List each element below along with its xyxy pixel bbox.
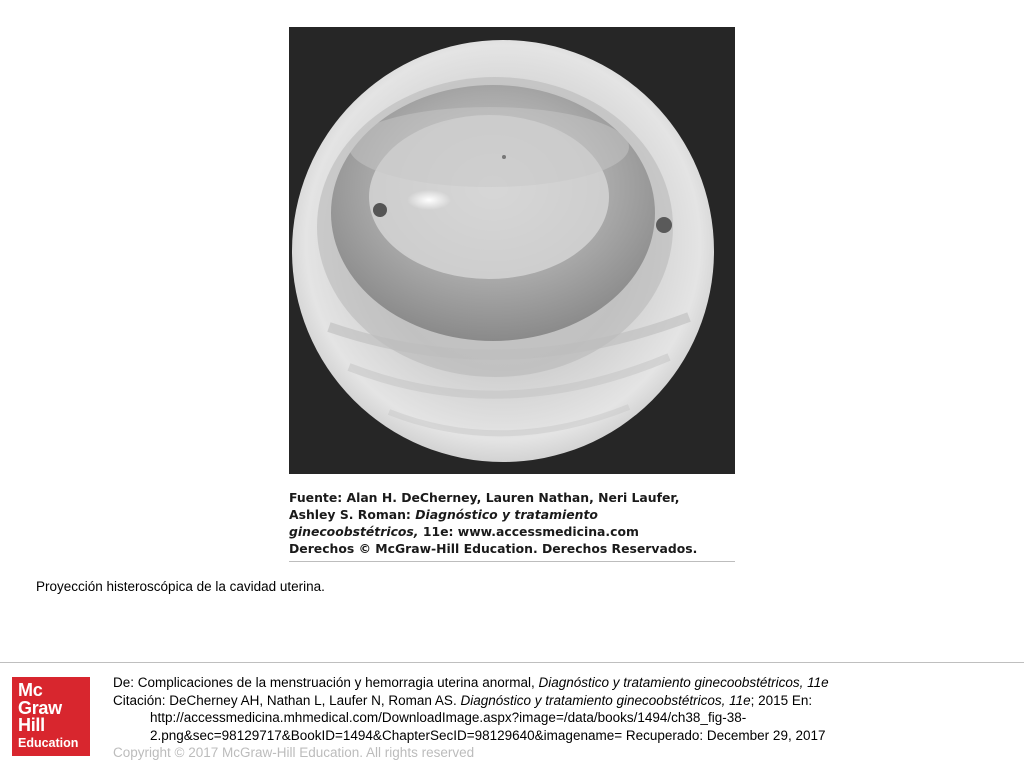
uterine-cavity-illustration	[289, 27, 735, 474]
figure-caption: Proyección histeroscópica de la cavidad uterina.	[36, 579, 325, 594]
source-book-title: Diagnóstico y tratamiento	[415, 507, 598, 522]
citation-dot: .	[452, 692, 461, 708]
logo-line-graw: Graw	[18, 697, 62, 718]
citation-block	[113, 674, 1013, 744]
source-line-1: Fuente: Alan H. DeCherney, Lauren Nathan, Neri Laufer,	[289, 490, 680, 505]
source-authors: Ashley S. Roman:	[289, 507, 416, 522]
source-line-3	[289, 523, 735, 540]
citation-year: ; 2015 En:	[750, 692, 813, 708]
source-website: 11e: www.accessmedicina.com	[418, 524, 639, 539]
copyright-notice: Copyright © 2017 McGraw-Hill Education. All rights reserved	[113, 745, 475, 760]
footer-divider	[0, 662, 1024, 663]
image-source-credit	[289, 474, 735, 562]
mcgraw-hill-logo	[12, 677, 90, 756]
logo-line-education: Education	[18, 735, 79, 750]
source-line-4: Derechos © McGraw-Hill Education. Derechos Reservados.	[289, 541, 698, 556]
from-label: De:	[113, 675, 135, 690]
from-line	[113, 674, 1013, 692]
citation-authors: DeCherney AH, Nathan L, Laufer N, Roman AS	[165, 692, 453, 708]
logo-line-hill: Hill	[18, 715, 45, 735]
citation-url-line-2[interactable]: 2.png&sec=98129717&BookID=1494&ChapterSecID=98129640&imagename= Recuperado: December 29, 2017	[150, 727, 826, 743]
citation-line	[113, 692, 1013, 710]
source-line-2	[289, 506, 735, 523]
citation-book-title: Diagnóstico y tratamiento ginecoobstétricos, 11e	[460, 692, 751, 708]
book-title: Diagnóstico y tratamiento ginecoobstétricos, 11e	[538, 675, 829, 690]
source-book-title-cont: ginecoobstétricos,	[289, 524, 419, 539]
citation-url-line-1[interactable]: http://accessmedicina.mhmedical.com/DownloadImage.aspx?image=/data/books/1494/ch38_fig-38-	[150, 710, 747, 725]
citation-label: Citación:	[113, 692, 166, 708]
chapter-title: Complicaciones de la menstruación y hemorragia uterina anormal,	[134, 675, 539, 690]
hysteroscopy-image	[289, 27, 735, 474]
logo-line-mc: Mc	[18, 680, 43, 700]
